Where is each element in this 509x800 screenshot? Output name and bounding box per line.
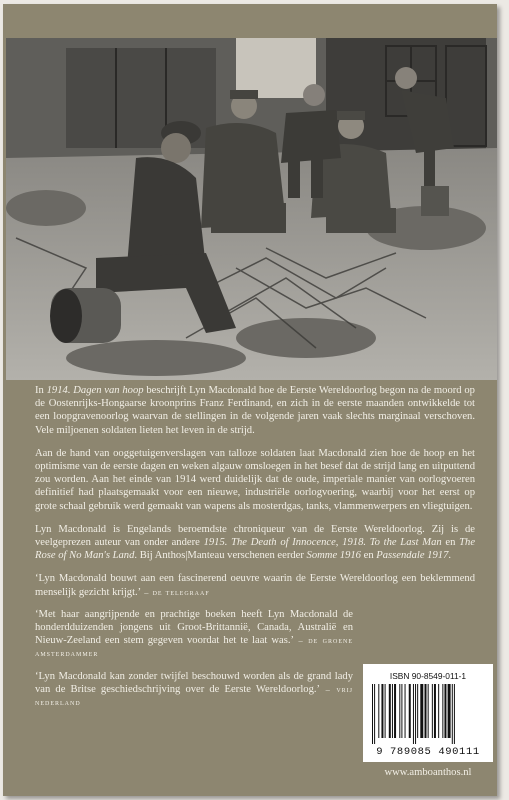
quote-source: – vrij nederland <box>35 684 354 708</box>
sep-5: . <box>448 550 452 562</box>
quote-source: – de groene amsterdammer <box>35 636 353 659</box>
book-back-cover <box>3 4 497 796</box>
quote-text: ‘Lyn Macdonald bouwt aan een fascinerend oeuvre waarin de Eerste Wereldoorlog een beklemmend menselijk gezicht krijgt.’ <box>35 573 475 598</box>
publisher-url: www.amboanthos.nl <box>384 767 472 778</box>
paragraph-intro <box>35 384 475 437</box>
title-1915: 1915. The Death of Innocence <box>203 537 336 549</box>
quote-vrij-nederland <box>35 670 353 710</box>
sep-2: en <box>441 537 460 549</box>
author-text-a: Lyn Macdonald is Engelands beroemdste chroniqueur van de Eerste Wereldoorlog. Zij is de veelgeprezen auteur van onder andere <box>35 523 475 549</box>
title-passendale: Passendale 1917 <box>376 550 449 562</box>
title-somme: Somme 1916 <box>306 550 361 562</box>
isbn-label: ISBN 90-8549-011-1 <box>389 671 467 681</box>
sep-3: . Bij Anthos|Manteau verschenen eerder <box>134 550 307 562</box>
quote-telegraaf <box>35 572 475 598</box>
intro-rest: beschrijft Lyn Macdonald hoe de Eerste Wereldoorlog begon na de moord op de Oostenrijks-Hongaarse kroonprins Franz Ferdinand, en zich in de eerste maanden ontwikkelde tot een loopgravenoorlog waarvan de stellingen in de volgende jaren vaak slechts marginaal verschoven. Vele miljoenen soldaten lieten het leven in de strijd. <box>35 385 475 436</box>
quote-groene-amsterdammer <box>35 608 353 661</box>
sep-1: , <box>335 537 343 549</box>
cover-photo-soldiers-in-ruins <box>6 38 497 380</box>
intro-prefix: In <box>35 385 47 396</box>
title-rose: The Rose of No Man's Land <box>35 537 476 562</box>
barcode-bars <box>372 684 484 744</box>
ean-digits: 9 789085 490111 <box>376 746 480 758</box>
quote-text: ‘Met haar aangrijpende en prachtige boeken heeft Lyn Macdonald de honderdduizenden jongens uit Groot-Brittannië, Canada, Australië en Nieuw-Zeeland een stem gegeven voordat het te laat was.’ <box>35 608 353 647</box>
paragraph-author <box>35 523 475 563</box>
sep-4: en <box>360 550 377 562</box>
paragraph-eyewitness: Aan de hand van ooggetuigenverslagen van talloze soldaten laat Macdonald zien hoe de hoop en het optimisme van de eerste dagen en weken algauw omsloegen in het besef dat de strijd lang en uitputtend zou worden. Aan het einde van 1914 werd duidelijk dat de oude, imperiale manier van oorlogvoeren definitief had plaatsgemaakt voor een nieuwe, industriële oorlogvoering, waarbij voor het eerst op grote schaal gebruik werd gemaakt van wapens als mosterdgas, tanks, vlammenwerpers en vliegtuigen. <box>35 447 475 512</box>
quote-source: – de telegraaf <box>141 587 210 597</box>
title-1918: 1918. To the Last Man <box>342 537 442 549</box>
photo-illustration <box>6 38 497 380</box>
quote-text: ‘Lyn Macdonald kan zonder twijfel beschouwd worden als de grand lady van de Britse geschiedschrijving over de Eerste Wereldoorlog.’ <box>35 670 353 695</box>
isbn-barcode <box>363 664 493 762</box>
book-title-inline: 1914. Dagen van hoop <box>46 385 144 396</box>
